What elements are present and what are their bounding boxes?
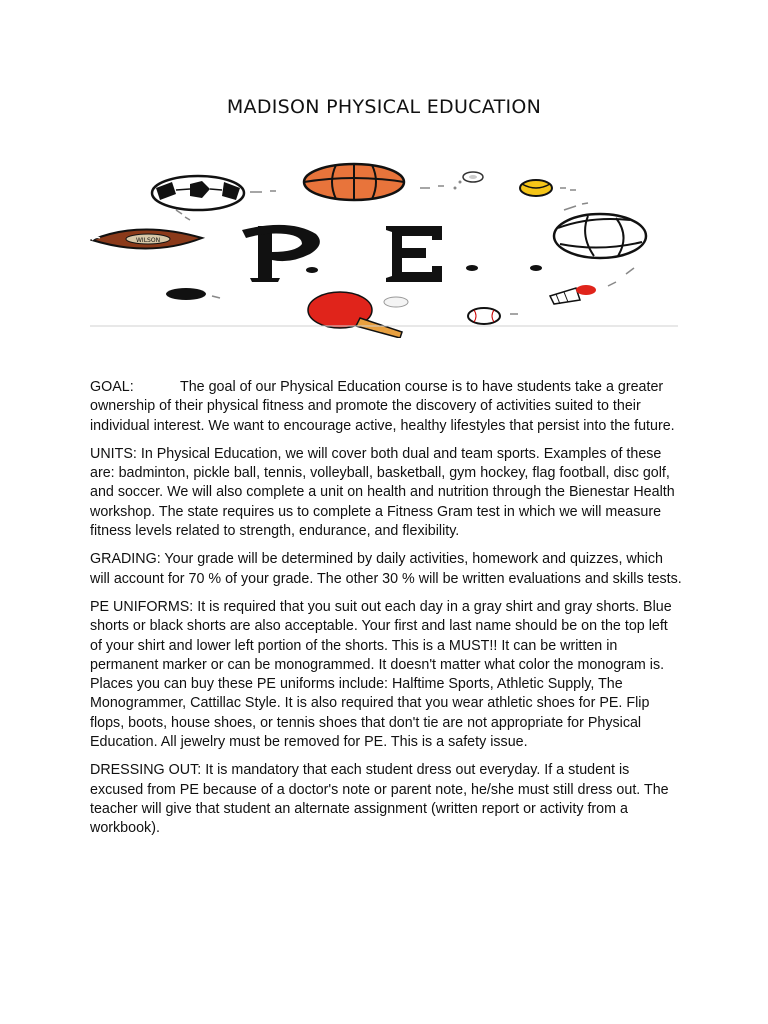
pe-banner bbox=[90, 160, 678, 338]
section-text: In Physical Education, we will cover both dual and team sports. Examples of these are: badminton, pickle ball, tennis, volleyball, basketball, gym hockey, flag football, disc golf, and soccer. We will also complete a unit on health and nutrition through the Bienestar Health workshop. The state requires us to complete a Fitness Gram test in which we will measure fitness levels related to strength, endurance, and flexibility. bbox=[90, 445, 675, 540]
volleyball-icon bbox=[554, 203, 646, 258]
section-label: GRADING: bbox=[90, 551, 161, 568]
section-label: PE UNIFORMS: bbox=[90, 598, 194, 615]
section-label: UNITS: bbox=[90, 445, 137, 462]
document-body bbox=[90, 378, 682, 848]
section-units bbox=[90, 445, 682, 541]
section-grading bbox=[90, 550, 682, 589]
section-label: GOAL: bbox=[90, 379, 134, 395]
page-title: MADISON PHYSICAL EDUCATION bbox=[226, 96, 542, 118]
pe-letters bbox=[242, 225, 542, 282]
section-text: It is mandatory that each student dress out everyday. If a student is excused from PE because of a doctor's note or parent note, he/she must still dress out. The teacher will give that student an alternate assignment (written report or activity from a workbook). bbox=[90, 762, 669, 837]
svg-text:WILSON: WILSON bbox=[136, 237, 161, 244]
tennis-ball-icon bbox=[520, 180, 576, 196]
section-text: The goal of our Physical Education course is to have students take a greater ownership of their physical fitness and promote the discovery of activities suited to their individual interest. We want to encourage active, healthy lifestyles that persist into the future. bbox=[90, 379, 675, 434]
baseball-icon bbox=[468, 308, 518, 324]
soccer-ball-icon bbox=[152, 176, 276, 210]
section-text: It is required that you suit out each day in a gray shirt and gray shorts. Blue shorts or black shorts are also acceptable. Your first and last name should be on the top left of your shirt and lower left portion of the shorts. This is a MUST!! It can be written in permanent marker or can be monogrammed. It doesn't matter what color the monogram is. Places you can buy these PE uniforms include: Halftime Sports, Athletic Supply, The Monogrammer, Cattillac Style. It is also required that you wear athletic shoes for PE. Flip flops, boots, house shoes, or tennis shoes that don't tie are not appropriate for Physical Education. All jewelry must be removed for PE. This is a safety issue. bbox=[90, 598, 672, 751]
basketball-icon bbox=[304, 164, 444, 200]
section-label: DRESSING OUT: bbox=[90, 762, 202, 779]
hockey-puck-icon bbox=[166, 288, 220, 300]
section-pe-uniforms bbox=[90, 598, 682, 752]
ping-pong-paddle-icon bbox=[308, 292, 408, 338]
shuttlecock-icon bbox=[550, 268, 634, 304]
section-text: Your grade will be determined by daily activities, homework and quizzes, which will account for 70 % of your grade. The other 30 % will be written evaluations and skills tests. bbox=[90, 551, 682, 587]
section-goal bbox=[90, 378, 682, 436]
football-icon bbox=[92, 210, 202, 249]
section-dressing-out bbox=[90, 761, 682, 838]
baseball-small-icon bbox=[454, 172, 484, 190]
